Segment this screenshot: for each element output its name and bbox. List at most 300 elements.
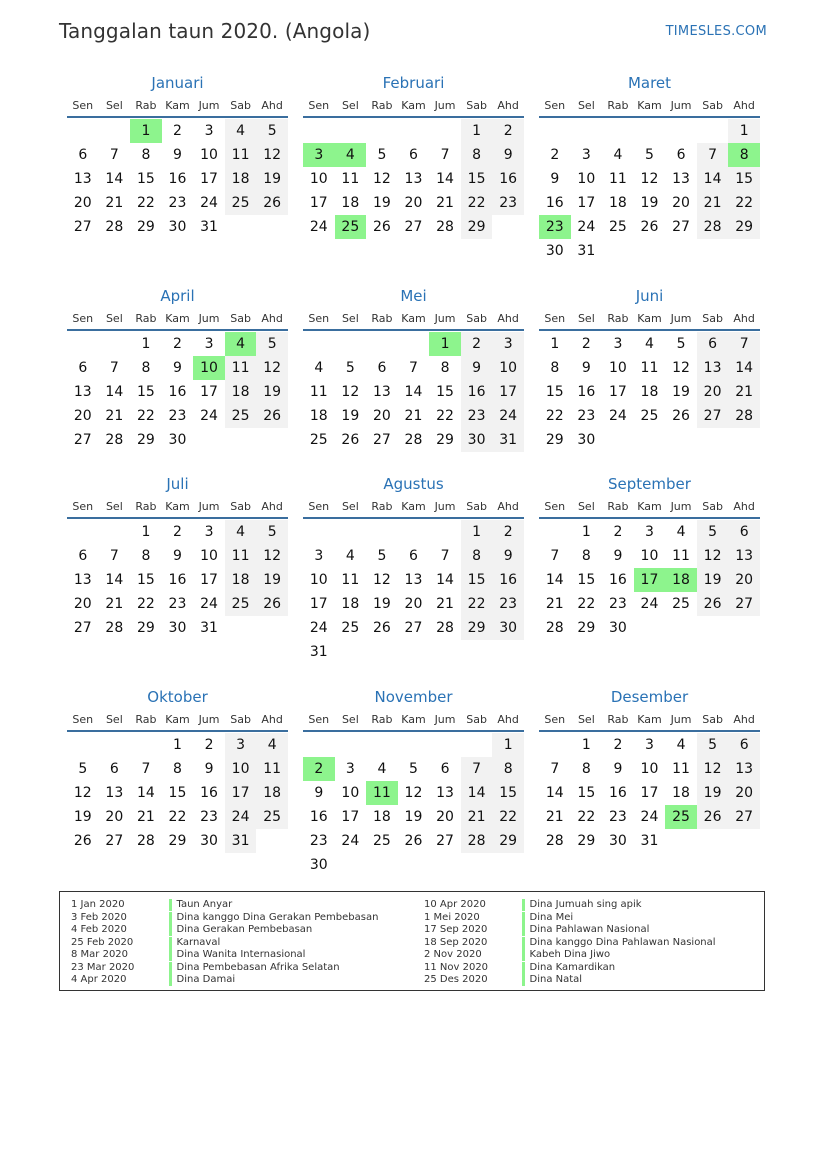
day-cell: 1 (141, 524, 151, 540)
empty-day-cell (99, 119, 131, 143)
empty-day-cell (728, 428, 760, 452)
empty-day-cell (634, 616, 666, 640)
weekday-label: Sen (544, 98, 566, 112)
weekday-label: Ahd (733, 499, 755, 513)
day-cell: 24 (225, 805, 257, 829)
day-cell: 30 (168, 620, 187, 636)
weekday-label: Sab (702, 98, 723, 112)
day-cell: 4 (314, 360, 324, 376)
day-cell: 23 (608, 809, 627, 825)
day-cell: 16 (577, 384, 596, 400)
day-cell: 25 (341, 620, 360, 636)
day-cell: 23 (200, 809, 218, 825)
day-cell: 12 (697, 757, 729, 781)
weekday-label: Jum (670, 712, 692, 726)
weekday-label: Ahd (733, 712, 755, 726)
empty-day-cell (366, 853, 398, 877)
day-cell: 6 (728, 520, 760, 544)
empty-day-cell (67, 520, 99, 544)
weekday-label: Sel (341, 712, 359, 726)
weekday-label: Kam (401, 311, 426, 325)
day-cell: 30 (608, 620, 627, 636)
month-agustus (303, 473, 524, 664)
weekday-label: Sen (72, 311, 94, 325)
day-cell: 28 (105, 432, 124, 448)
day-cell: 15 (492, 781, 524, 805)
day-cell: 23 (168, 596, 187, 612)
legend-date: 11 Nov 2020 (424, 961, 489, 973)
day-cell: 5 (256, 520, 288, 544)
day-cell: 6 (728, 733, 760, 757)
day-cell: 31 (577, 243, 596, 259)
legend-holiday-name: Dina kanggo Dina Gerakan Pembebasan (176, 911, 379, 923)
day-cell: 17 (309, 195, 328, 211)
day-cell: 22 (728, 191, 760, 215)
day-grid (67, 519, 288, 640)
day-cell: 18 (309, 408, 328, 424)
day-cell: 23 (309, 833, 328, 849)
day-cell: 12 (73, 785, 92, 801)
day-cell: 29 (577, 833, 596, 849)
day-cell: 11 (225, 356, 257, 380)
day-cell: 7 (440, 147, 450, 163)
month-april (67, 285, 288, 452)
empty-day-cell (665, 119, 697, 143)
day-cell: 28 (105, 620, 124, 636)
day-cell: 3 (225, 733, 257, 757)
empty-day-cell (303, 733, 335, 757)
weekday-label: Kam (165, 98, 190, 112)
day-cell: 1 (461, 520, 493, 544)
day-cell: 13 (728, 544, 760, 568)
empty-day-cell (492, 215, 524, 239)
weekday-label: Rab (371, 311, 393, 325)
weekday-header (539, 94, 760, 118)
empty-day-cell (366, 332, 398, 356)
day-cell: 27 (672, 219, 690, 235)
weekday-label: Sen (308, 712, 330, 726)
empty-day-cell (366, 640, 398, 664)
day-cell: 8 (461, 143, 493, 167)
day-cell: 8 (173, 761, 182, 777)
day-cell: 17 (200, 384, 218, 400)
empty-day-cell (461, 640, 493, 664)
day-cell: 28 (105, 219, 124, 235)
month-name: April (160, 287, 195, 305)
weekday-label: Jum (198, 98, 220, 112)
day-cell: 11 (309, 384, 328, 400)
month-september (539, 473, 760, 640)
day-cell: 14 (545, 572, 564, 588)
weekday-header (303, 708, 524, 732)
weekday-header (303, 94, 524, 118)
day-cell: 29 (728, 215, 760, 239)
empty-day-cell (728, 616, 760, 640)
legend-item (413, 962, 716, 975)
holiday-marker (522, 899, 525, 911)
weekday-label: Kam (165, 499, 190, 513)
legend-date: 4 Apr 2020 (71, 974, 127, 985)
legend-holiday-name: Dina Wanita Internasional (176, 949, 306, 960)
day-cell: 9 (550, 171, 560, 187)
day-cell: 4 (613, 147, 623, 163)
empty-day-cell (665, 239, 697, 263)
day-cell: 20 (436, 809, 454, 825)
day-cell: 21 (545, 596, 564, 612)
day-cell: 10 (640, 548, 659, 564)
day-cell: 10 (640, 761, 659, 777)
weekday-label: Rab (135, 712, 157, 726)
day-cell: 9 (173, 360, 182, 376)
legend-item (60, 924, 378, 937)
legend-date: 2 Nov 2020 (424, 949, 482, 960)
legend-column-left (60, 899, 378, 987)
empty-day-cell (335, 520, 367, 544)
day-cell: 13 (372, 384, 391, 400)
day-cell: 25 (672, 596, 690, 612)
day-cell: 23 (168, 195, 187, 211)
day-cell: 11 (256, 757, 288, 781)
day-cell: 1 (728, 119, 760, 143)
empty-day-cell (256, 616, 288, 640)
day-cell: 16 (168, 171, 187, 187)
day-cell: 26 (341, 432, 360, 448)
day-cell: 24 (608, 408, 627, 424)
weekday-label: Ahd (497, 499, 519, 513)
legend-holiday-name: Dina Gerakan Pembebasan (176, 924, 313, 935)
legend-column-right (413, 899, 716, 987)
holiday-marker (522, 949, 525, 961)
day-cell: 20 (404, 195, 423, 211)
day-cell: 31 (309, 644, 328, 660)
day-cell: 12 (341, 384, 360, 400)
weekday-label: Sab (466, 499, 487, 513)
day-cell: 18 (608, 195, 627, 211)
day-cell: 27 (404, 620, 423, 636)
empty-day-cell (461, 853, 493, 877)
empty-day-cell (539, 119, 571, 143)
day-cell: 21 (436, 195, 454, 211)
legend-date: 23 Mar 2020 (71, 961, 135, 973)
day-cell: 10 (200, 147, 218, 163)
empty-day-cell (571, 119, 603, 143)
day-cell: 5 (377, 548, 387, 564)
weekday-label: Sab (702, 499, 723, 513)
legend-date: 1 Jan 2020 (71, 899, 125, 910)
day-cell: 25 (225, 404, 257, 428)
day-cell: 28 (136, 833, 155, 849)
day-cell: 12 (256, 544, 288, 568)
weekday-label: Kam (165, 311, 190, 325)
empty-day-cell (335, 733, 367, 757)
day-cell: 2 (492, 119, 524, 143)
weekday-label: Sab (466, 712, 487, 726)
day-cell: 20 (404, 596, 423, 612)
month-name: September (608, 475, 691, 493)
legend-holiday-name: Dina Damai (176, 974, 236, 985)
day-cell: 19 (697, 781, 729, 805)
legend-date: 10 Apr 2020 (424, 899, 486, 910)
weekday-header (303, 307, 524, 331)
weekday-label: Sab (702, 712, 723, 726)
day-cell: 29 (492, 829, 524, 853)
day-cell: 31 (200, 620, 218, 636)
day-cell: 14 (461, 781, 493, 805)
weekday-label: Rab (135, 499, 157, 513)
day-cell: 4 (645, 336, 654, 352)
day-cell: 7 (409, 360, 418, 376)
day-cell: 8 (550, 360, 560, 376)
day-cell: 24 (200, 596, 218, 612)
day-cell: 7 (461, 757, 493, 781)
empty-day-cell (335, 640, 367, 664)
empty-day-cell (335, 853, 367, 877)
day-cell: 2 (173, 336, 182, 352)
empty-day-cell (697, 829, 729, 853)
holiday-marker (169, 924, 172, 936)
day-grid (539, 519, 760, 640)
day-cell: 22 (136, 408, 155, 424)
day-cell: 3 (581, 147, 591, 163)
day-cell: 28 (436, 620, 454, 636)
day-cell: 22 (461, 191, 493, 215)
month-name: Desember (610, 688, 689, 706)
legend-holiday-name: Dina Jumuah sing apik (529, 899, 642, 910)
day-grid (67, 732, 288, 853)
legend-holiday-name: Dina Pahlawan Nasional (529, 924, 650, 935)
legend-item (413, 899, 716, 912)
site-link[interactable]: TIMESLES.COM (665, 24, 767, 39)
empty-day-cell (130, 733, 162, 757)
weekday-label: Jum (670, 98, 692, 112)
empty-day-cell (429, 640, 461, 664)
day-cell: 27 (105, 833, 124, 849)
day-cell: 23 (608, 596, 627, 612)
day-cell: 7 (440, 548, 450, 564)
day-cell: 7 (109, 548, 119, 564)
day-cell: 29 (577, 620, 596, 636)
day-cell: 28 (436, 219, 454, 235)
day-cell: 3 (645, 737, 654, 753)
day-cell: 21 (136, 809, 155, 825)
legend-item (60, 912, 378, 925)
weekday-label: Jum (434, 98, 456, 112)
empty-day-cell (665, 428, 697, 452)
empty-day-cell (366, 119, 398, 143)
day-cell: 29 (136, 620, 155, 636)
day-cell: 5 (676, 336, 686, 352)
day-cell: 23 (461, 404, 493, 428)
day-cell: 4 (345, 548, 355, 564)
empty-day-cell (398, 520, 430, 544)
day-cell: 20 (728, 568, 760, 592)
legend-holiday-name: Dina Pembebasan Afrika Selatan (176, 961, 340, 973)
day-cell: 13 (73, 572, 92, 588)
day-cell: 15 (545, 384, 564, 400)
day-cell: 7 (550, 761, 560, 777)
empty-day-cell (539, 733, 571, 757)
day-cell: 4 (676, 524, 686, 540)
day-cell: 16 (168, 572, 187, 588)
day-cell: 15 (461, 167, 493, 191)
day-cell: 6 (109, 761, 119, 777)
empty-day-cell (225, 616, 257, 640)
holiday-day-cell: 3 (303, 143, 335, 167)
day-cell: 3 (492, 332, 524, 356)
day-cell: 26 (73, 833, 92, 849)
day-cell: 18 (341, 596, 360, 612)
day-cell: 23 (492, 592, 524, 616)
day-cell: 9 (314, 785, 324, 801)
day-cell: 1 (581, 524, 591, 540)
day-cell: 10 (608, 360, 627, 376)
legend-date: 4 Feb 2020 (71, 924, 127, 935)
day-cell: 28 (404, 432, 423, 448)
month-oktober (67, 686, 288, 853)
day-cell: 27 (404, 219, 423, 235)
day-cell: 11 (672, 548, 690, 564)
empty-day-cell (728, 829, 760, 853)
empty-day-cell (303, 119, 335, 143)
day-cell: 30 (168, 432, 187, 448)
day-grid (67, 331, 288, 452)
holiday-day-cell: 2 (303, 757, 335, 781)
legend-holiday-name: Dina Mei (529, 911, 574, 923)
day-cell: 1 (550, 336, 560, 352)
day-cell: 9 (581, 360, 591, 376)
day-cell: 17 (341, 809, 360, 825)
holiday-day-cell: 25 (335, 215, 367, 239)
empty-day-cell (398, 853, 430, 877)
day-cell: 17 (225, 781, 257, 805)
weekday-label: Jum (670, 499, 692, 513)
legend-holiday-name: Karnaval (176, 936, 221, 948)
legend-date: 1 Mei 2020 (424, 911, 480, 923)
weekday-label: Jum (434, 311, 456, 325)
day-cell: 3 (204, 336, 214, 352)
empty-day-cell (366, 733, 398, 757)
month-name: Juli (166, 475, 189, 493)
day-cell: 11 (341, 572, 360, 588)
weekday-label: Kam (165, 712, 190, 726)
day-cell: 24 (341, 833, 360, 849)
day-cell: 6 (78, 147, 88, 163)
weekday-label: Kam (401, 98, 426, 112)
weekday-label: Sen (544, 311, 566, 325)
day-cell: 10 (341, 785, 360, 801)
day-cell: 27 (728, 805, 760, 829)
day-cell: 24 (309, 620, 328, 636)
legend-holiday-name: Dina Natal (529, 974, 583, 985)
day-cell: 24 (200, 408, 218, 424)
weekday-label: Rab (607, 98, 629, 112)
month-name: Januari (151, 74, 204, 92)
day-cell: 21 (697, 191, 729, 215)
day-cell: 29 (136, 432, 155, 448)
day-cell: 7 (550, 548, 560, 564)
month-desember (539, 686, 760, 853)
empty-day-cell (225, 215, 257, 239)
weekday-label: Ahd (497, 712, 519, 726)
day-cell: 21 (461, 805, 493, 829)
day-cell: 2 (461, 332, 493, 356)
weekday-label: Ahd (497, 311, 519, 325)
weekday-label: Ahd (733, 311, 755, 325)
weekday-label: Sen (544, 499, 566, 513)
day-cell: 12 (372, 572, 391, 588)
weekday-label: Rab (135, 311, 157, 325)
day-cell: 22 (577, 596, 596, 612)
empty-day-cell (67, 119, 99, 143)
weekday-label: Ahd (261, 311, 283, 325)
day-cell: 19 (73, 809, 92, 825)
empty-day-cell (492, 853, 524, 877)
month-name: Februari (382, 74, 445, 92)
day-cell: 18 (341, 195, 360, 211)
weekday-label: Sen (308, 499, 330, 513)
day-cell: 10 (225, 757, 257, 781)
day-cell: 13 (73, 384, 92, 400)
holiday-day-cell: 1 (429, 332, 461, 356)
day-cell: 28 (697, 215, 729, 239)
weekday-label: Sen (544, 712, 566, 726)
day-cell: 13 (697, 356, 729, 380)
weekday-label: Sel (105, 499, 123, 513)
weekday-label: Rab (371, 98, 393, 112)
day-cell: 13 (404, 171, 423, 187)
day-cell: 6 (440, 761, 450, 777)
day-cell: 5 (409, 761, 418, 777)
empty-day-cell (398, 640, 430, 664)
empty-day-cell (99, 733, 131, 757)
day-cell: 15 (436, 384, 454, 400)
empty-day-cell (193, 428, 225, 452)
day-cell: 19 (372, 195, 391, 211)
day-cell: 19 (256, 167, 288, 191)
day-grid (303, 331, 524, 452)
day-cell: 21 (545, 809, 564, 825)
month-name: Agustus (383, 475, 444, 493)
day-cell: 4 (676, 737, 686, 753)
legend-date: 25 Feb 2020 (71, 936, 134, 948)
day-cell: 10 (577, 171, 596, 187)
month-name: Oktober (147, 688, 208, 706)
legend-item (60, 937, 378, 950)
day-cell: 25 (608, 219, 627, 235)
holiday-marker (169, 937, 172, 949)
day-cell: 14 (404, 384, 423, 400)
weekday-label: Rab (371, 712, 393, 726)
weekday-label: Rab (607, 712, 629, 726)
empty-day-cell (303, 520, 335, 544)
day-cell: 27 (697, 404, 729, 428)
day-cell: 11 (225, 143, 257, 167)
weekday-label: Jum (198, 499, 220, 513)
day-cell: 27 (372, 432, 391, 448)
holiday-day-cell: 11 (366, 781, 398, 805)
day-cell: 10 (200, 548, 218, 564)
day-cell: 19 (404, 809, 423, 825)
day-cell: 24 (577, 219, 596, 235)
day-cell: 19 (672, 384, 690, 400)
day-cell: 24 (492, 404, 524, 428)
empty-day-cell (539, 520, 571, 544)
empty-day-cell (492, 640, 524, 664)
day-cell: 2 (613, 737, 623, 753)
day-cell: 26 (672, 408, 690, 424)
day-cell: 9 (613, 548, 623, 564)
day-cell: 11 (640, 360, 659, 376)
